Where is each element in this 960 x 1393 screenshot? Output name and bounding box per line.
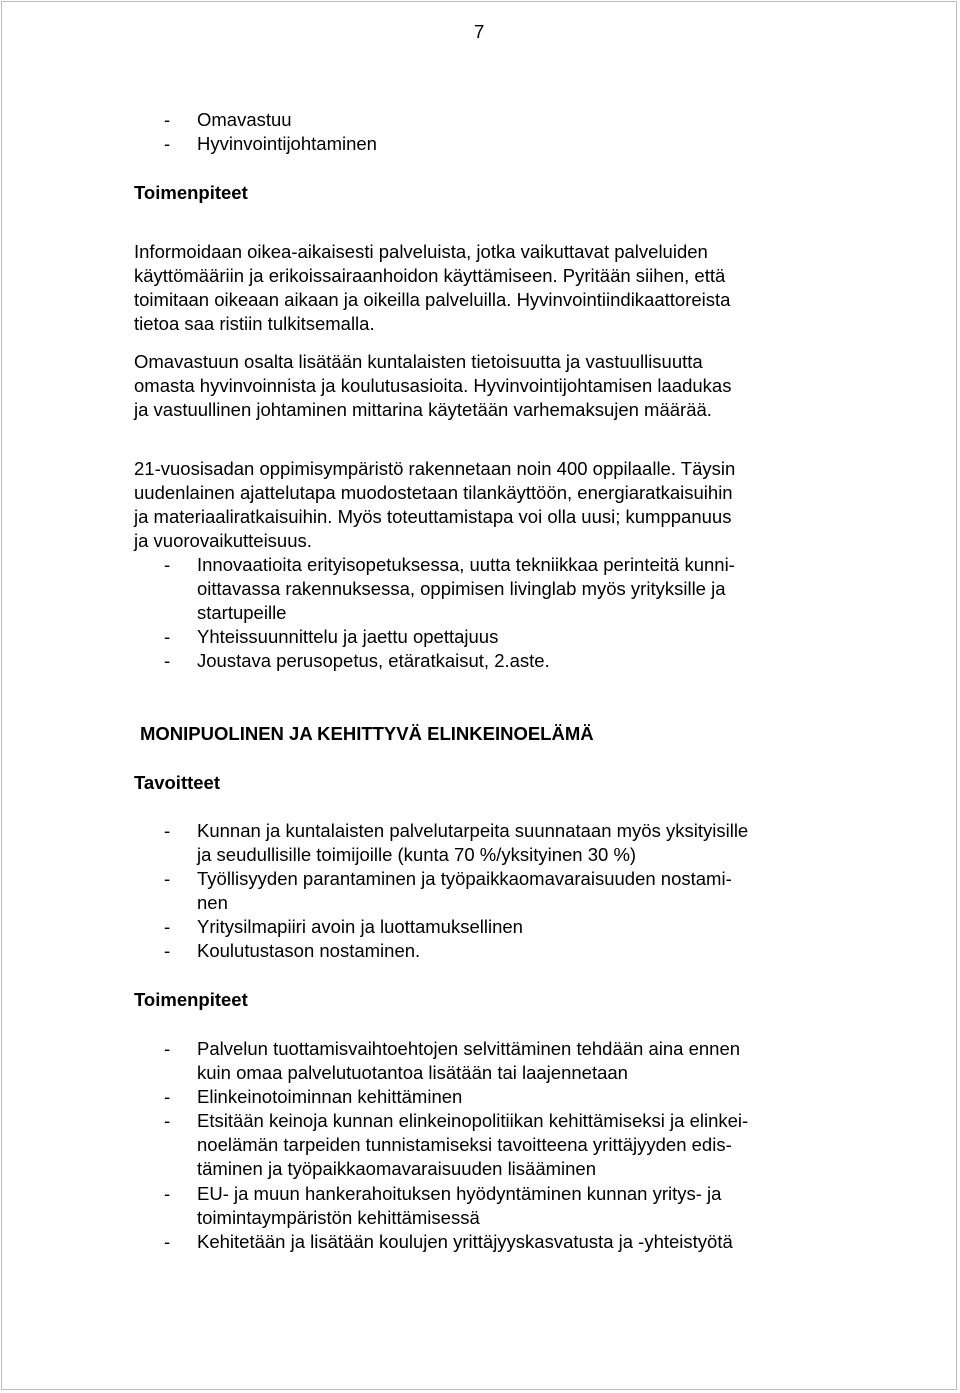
list-dash: - <box>164 916 171 937</box>
list-item-line: Yritysilmapiiri avoin ja luottamuksellinen <box>197 916 523 937</box>
paragraph-line: Informoidaan oikea-aikaisesti palveluista, jotka vaikuttavat palveluiden <box>134 241 708 262</box>
paragraph-line: ja vastuullinen johtaminen mittarina käytetään varhemaksujen määrää. <box>134 399 712 420</box>
list-item-line: Palvelun tuottamisvaihtoehtojen selvittäminen tehdään aina ennen <box>197 1038 741 1059</box>
list-dash: - <box>164 820 171 841</box>
list-dash: - <box>164 1038 171 1059</box>
list-dash: - <box>164 1110 171 1131</box>
list-item-line: Työllisyyden parantaminen ja työpaikkaomavaraisuuden nostami- <box>197 868 732 889</box>
paragraph-line: uudenlainen ajattelutapa muodostetaan tilankäyttöön, energiaratkaisuihin <box>134 482 733 503</box>
paragraph-line: ja materiaaliratkaisuihin. Myös toteuttamistapa voi olla uusi; kumppanuus <box>134 506 732 527</box>
list-item-line: EU- ja muun hankerahoituksen hyödyntäminen kunnan yritys- ja <box>197 1183 722 1204</box>
section-title: MONIPUOLINEN JA KEHITTYVÄ ELINKEINOELÄMÄ <box>140 723 594 744</box>
list-dash: - <box>164 1086 171 1107</box>
list-item-line: nen <box>197 892 228 913</box>
paragraph-line: toimitaan oikeaan aikaan ja oikeilla palveluilla. Hyvinvointiindikaattoreista <box>134 289 731 310</box>
list-item-line: startupeille <box>197 602 287 623</box>
list-item-line: Elinkeinotoiminnan kehittäminen <box>197 1086 463 1107</box>
list-item: Hyvinvointijohtaminen <box>197 133 377 154</box>
list-item-line: Yhteissuunnittelu ja jaettu opettajuus <box>197 626 499 647</box>
paragraph-line: Omavastuun osalta lisätään kuntalaisten tietoisuutta ja vastuullisuutta <box>134 351 703 372</box>
list-item-line: Koulutustason nostaminen. <box>197 940 421 961</box>
list-item-line: Innovaatioita erityisopetuksessa, uutta tekniikkaa perinteitä kunni- <box>197 554 735 575</box>
list-item: Omavastuu <box>197 109 292 130</box>
list-item-line: Kunnan ja kuntalaisten palvelutarpeita suunnataan myös yksityisille <box>197 820 749 841</box>
list-dash: - <box>164 626 171 647</box>
list-item-line: Kehitetään ja lisätään koulujen yrittäjyyskasvatusta ja -yhteistyötä <box>197 1231 733 1252</box>
paragraph-line: omasta hyvinvoinnista ja koulutusasioita. Hyvinvointijohtamisen laadukas <box>134 375 732 396</box>
list-item-line: ja seudullisille toimijoille (kunta 70 %/yksityinen 30 %) <box>197 844 637 865</box>
list-item-line: täminen ja työpaikkaomavaraisuuden lisääminen <box>197 1158 597 1179</box>
list-item-line: toimintaympäristön kehittämisessä <box>197 1207 480 1228</box>
section-heading-toimenpiteet-2: Toimenpiteet <box>134 989 248 1010</box>
paragraph-line: 21-vuosisadan oppimisympäristö rakennetaan noin 400 oppilaalle. Täysin <box>134 458 736 479</box>
list-item-line: oittavassa rakennuksessa, oppimisen livinglab myös yrityksille ja <box>197 578 726 599</box>
list-dash: - <box>164 109 171 130</box>
section-heading-toimenpiteet: Toimenpiteet <box>134 182 248 203</box>
paragraph-line: käyttömääriin ja erikoissairaanhoidon käyttämiseen. Pyritään siihen, että <box>134 265 726 286</box>
list-dash: - <box>164 133 171 154</box>
list-dash: - <box>164 1231 171 1252</box>
list-item-line: kuin omaa palvelutuotantoa lisätään tai laajennetaan <box>197 1062 628 1083</box>
list-dash: - <box>164 940 171 961</box>
list-dash: - <box>164 650 171 671</box>
list-dash: - <box>164 1183 171 1204</box>
section-heading-tavoitteet: Tavoitteet <box>134 772 221 793</box>
list-dash: - <box>164 868 171 889</box>
list-item-line: Joustava perusopetus, etäratkaisut, 2.aste. <box>197 650 550 671</box>
list-dash: - <box>164 554 171 575</box>
paragraph-line: tietoa saa ristiin tulkitsemalla. <box>134 313 375 334</box>
list-item-line: Etsitään keinoja kunnan elinkeinopolitiikan kehittämiseksi ja elinkei- <box>197 1110 749 1131</box>
list-item-line: noelämän tarpeiden tunnistamiseksi tavoitteena yrittäjyyden edis- <box>197 1134 732 1155</box>
paragraph-line: ja vuorovaikutteisuus. <box>134 530 312 551</box>
page-number: 7 <box>474 21 485 42</box>
